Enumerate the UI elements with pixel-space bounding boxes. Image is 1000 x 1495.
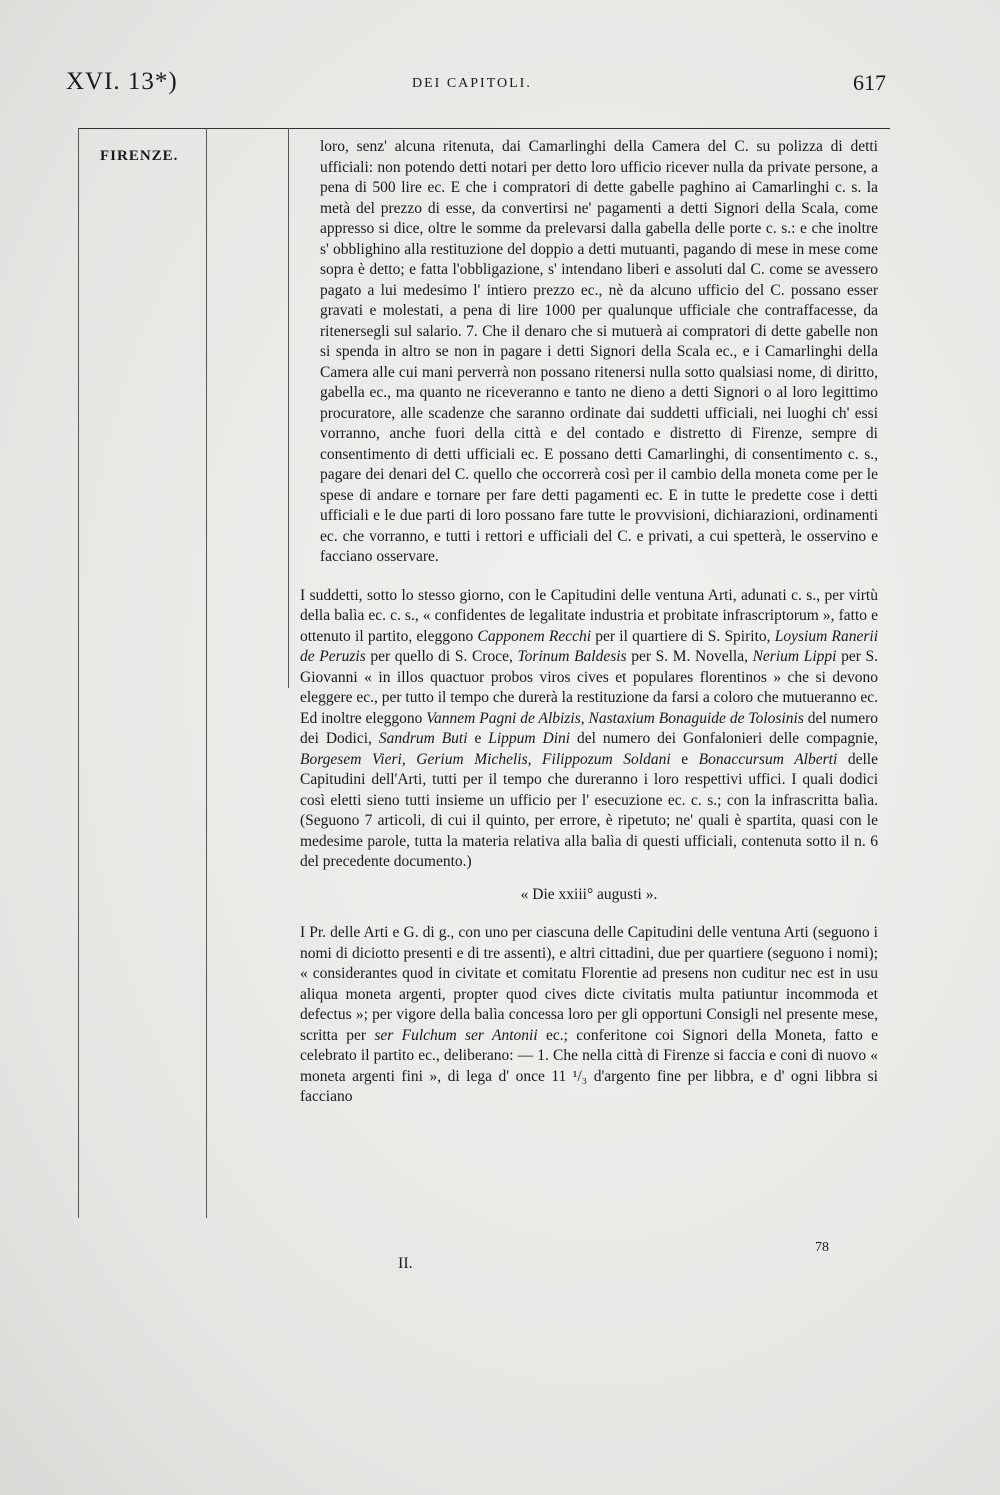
text-run: per il quartiere di S. Spirito, [591,627,775,645]
text-run: I suddetti, sotto lo stesso giorno, con le Capitudini delle ventuna Arti, adunati c. s., per virtù della balìa ec. c. s., « confidentes de legalitate industria et probitate infrascriptorum », fatto e ottenuto il partito, eleggono [300,586,878,645]
italic-name: Torinum Baldesis [517,648,627,665]
column-rule-right [288,128,289,688]
italic-name: Capponem Recchi [477,627,592,645]
italic-name: Borgesem Vieri, Gerium Michelis, Filippozum Soldani [300,750,671,768]
main-text [300,137,878,1108]
running-title: DEI CAPITOLI. [412,76,532,91]
text-run: per quello di S. Croce, [365,648,518,665]
paragraph-1: loro, senz' alcuna ritenuta, dai Camarlinghi della Camera del C. su polizza di detti ufficiali: non potendo detti notari per detto loro ufficio ricever nulla da private persone, a pena di 500 lire ec. E che i compratori di dette gabelle paghino ai Camarlinghi c. s. la metà del prezzo di esse, da convertirsi ne' pagamenti a detti Signori della Scala, come appresso si dice, oltre le somme da prelevarsi dalla gabella delle porte c. s.: e che inoltre s' obblighino alla restituzione del doppio a detti mutuanti, pagando di mese in mese come sopra è detto; e fatta l'obbligazione, s' intendano liberi e assoluti dal C. come se avessero pagato a lui medesimo l' intiero prezzo ec., nè da alcuno ufficio del C. possano esser gravati e molestati, a pena di lire 1000 per qualunque ufficiale che contraffacesse, da ritenersegli sul salario. 7. Che il denaro che si mutuerà ai compratori di dette gabelle non si spenda in altro se non in pagare i detti Signori della Scala ec., e i Camarlinghi della Camera alle cui mani perverrà non possano ritenersi nulla sotto qualsiasi nome, di diritto, gabella ec., ma quanto ne riceveranno e tanto ne dieno a detti Signori o al loro legittimo procuratore, alle scadenze che saranno ordinate dai suddetti ufficiali, nei luoghi ch' essi vorranno, anche fuori della città e del contado e distretto di Firenze, sempre di consentimento di detti ufficiali ec. E possano detti Camarlinghi, di consentimento c. s., pagare dei denari del C. quello che occorrerà così per il cambio della moneta come per le spese di andare e tornare per fare detti pagamenti ec. E in tutte le predette cose i detti ufficiali e le due parti di loro possano fare tutte le provvisioni, dichiarazioni, ordinamenti ec. che vorranno, e tutti i rettori e ufficiali del C. e privati, a cui spetterà, le osservino e facciano osservare. [320,138,878,565]
signature-mark: II. [398,1255,413,1272]
date-heading: « Die xxiii° augusti ». [520,885,658,903]
paragraph-4 [300,923,878,1108]
text-run: del numero dei Gonfalonieri delle compagnie, [570,730,878,747]
italic-name: Bonaccursum Alberti [698,750,838,768]
italic-name: Loysium Ranerii de Peruzis [300,627,879,665]
margin-place-name: FIRENZE. [100,148,179,164]
italic-name: Nerium Lippi [752,648,837,665]
column-rule-left [78,128,79,1218]
italic-name: ser Fulchum ser Antonii [374,1026,538,1044]
column-rule-middle [206,128,207,1218]
text-run: delle Capitudini dell'Arti, tutti per il tempo che dureranno i loro respettivi uffici. I quali dodici così eletti sieno tutti insieme un ufficio per l' esecuzione ec. c. s.; con la infrascritta balìa. (Seguono 7 articoli, di cui il quinto, per errore, è ripetuto; ne' quali è spartita, quasi con le medesime parole, tutta la materia relativa alla balìa di questi ufficiali, contenuta sotto il n. 6 del precedente documento.) [300,750,878,870]
text-run: ec.; conferitone coi Signori della Moneta, fatto e celebrato il partito ec., deliberano: — 1. Che nella città di Firenze si faccia e coni di nuovo « moneta argenti fini », di lega d' once 11 ¹/₃ d'argento fine per libbra, e d' ogni libbra si facciano [300,1026,878,1105]
page-number: 617 [853,70,886,95]
italic-name: Vannem Pagni de Albizis, Nastaxium Bonaguide de Tolosinis [426,709,804,727]
text-run: per S. Giovanni « in illos quactuor probos viros cives et populares florentinos » che si devono eleggere ec., per tutto il tempo che durerà la restituzione da farsi a coloro che mutueranno ec. Ed inoltre eleggono [300,648,878,727]
text-run: e [467,730,489,747]
text-run: del numero dei Dodici, [300,709,879,747]
running-header [66,68,886,102]
text-run: e [670,750,699,768]
text-run: I Pr. delle Arti e G. di g., con uno per ciascuna delle Capitudini delle ventuna Arti (seguono i nomi di diciotto presenti e di tre assenti), e altri cittadini, due per quartiere (seguono i nomi); « considerantes quod in civitate et comitatu Florentie ad presens non cuditur nec est in usu aliqua moneta argenti, propter quod cives dicte civitatis multa patiuntur incommoda et defectus »; per vigore della balìa concessa loro per gli opportuni Consigli nel presente mese, scritta per [300,924,878,1044]
paragraph-2 [300,586,878,873]
italic-name: Sandrum Buti [378,730,468,747]
italic-name: Lippum Dini [488,730,571,747]
table-top-rule [78,128,890,129]
text-run: per S. M. Novella, [626,648,753,665]
chapter-reference: XVI. 13*) [66,68,178,95]
sheet-number: 78 [815,1240,829,1255]
